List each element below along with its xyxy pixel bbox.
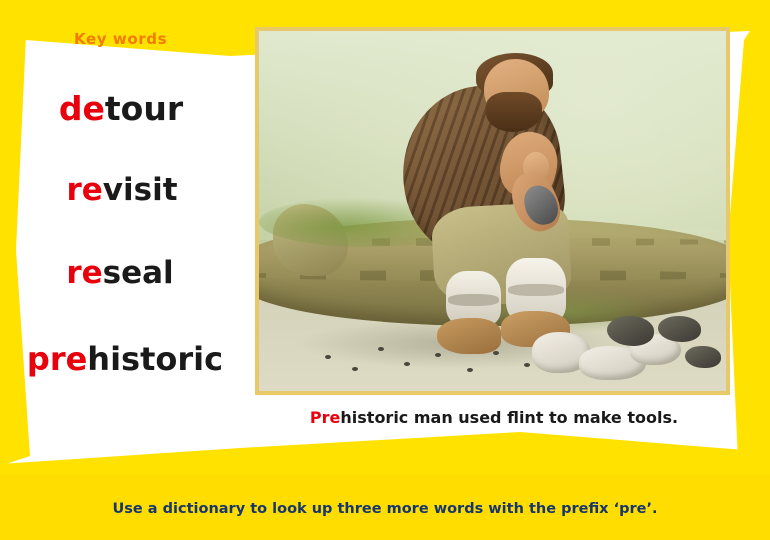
caption-rest: historic man used flint to make tools. — [340, 408, 679, 427]
right-leg-band — [508, 284, 564, 296]
key-word-3-prefix: re — [66, 255, 103, 291]
left-leg-band — [448, 294, 500, 306]
dark-flint-1 — [607, 316, 654, 345]
key-word-2-rest: visit — [102, 172, 178, 208]
key-word-3-rest: seal — [102, 255, 174, 291]
prehistoric-man-illustration — [255, 27, 730, 395]
key-word-2 — [0, 172, 250, 208]
key-word-4-prefix: pre — [26, 340, 88, 378]
illustration-caption — [255, 408, 733, 427]
task-instruction: Use a dictionary to look up three more words with the prefix ‘pre’. — [112, 501, 658, 517]
flint-flakes — [315, 319, 577, 377]
illustration-scene — [259, 31, 726, 391]
dark-flint-3 — [685, 346, 720, 368]
key-word-4-rest: historic — [87, 340, 224, 378]
key-word-3 — [0, 255, 250, 291]
key-word-2-prefix: re — [66, 172, 103, 208]
key-words-heading: Key words — [74, 30, 168, 48]
key-word-1-prefix: de — [58, 89, 105, 128]
key-words-list — [0, 89, 250, 378]
caption-prefix: Pre — [309, 408, 341, 427]
key-word-1 — [0, 89, 250, 128]
key-word-4 — [0, 340, 250, 378]
key-word-1-rest: tour — [104, 89, 184, 128]
